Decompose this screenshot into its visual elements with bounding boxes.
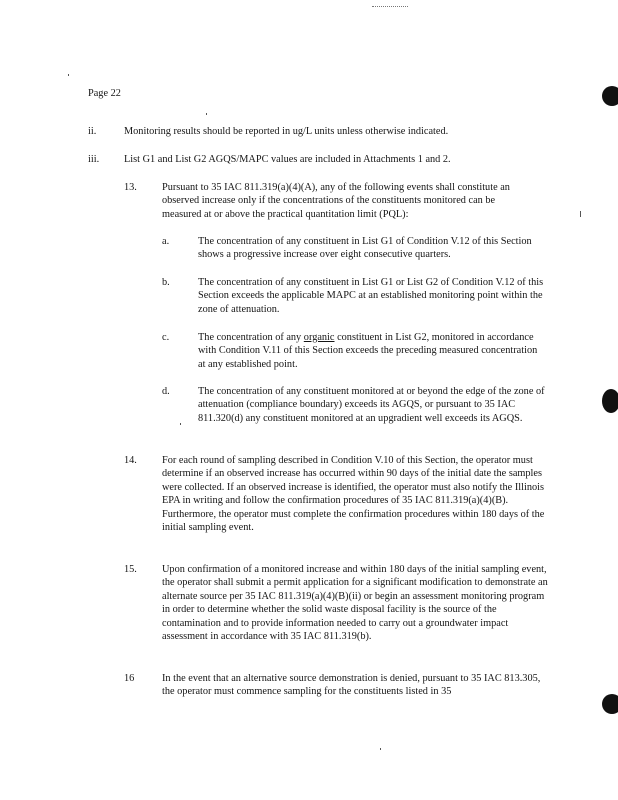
condition-13b-marker: b. <box>162 277 170 288</box>
scan-speck <box>68 74 69 76</box>
item-ii-marker: ii. <box>88 126 97 137</box>
condition-13-text: Pursuant to 35 IAC 811.319(a)(4)(A), any of the following events shall constitute an observed increase only if the concentrations of the constituents monitored can be measured at or above the practical quantitation limit (PQL): <box>162 182 510 220</box>
condition-13b-text: The concentration of any constituent in List G1 or List G2 of Condition V.12 of this Section exceeds the applicable MAPC at an established monitoring point within the zone of attenuation. <box>198 277 544 315</box>
item-iii-text: List G1 and List G2 AGQS/MAPC values are included in Attachments 1 and 2. <box>124 154 451 165</box>
condition-13a-marker: a. <box>162 236 170 247</box>
top-scan-mark <box>372 6 408 7</box>
condition-14-marker: 14. <box>124 455 137 466</box>
condition-13c-text-before: The concentration of any <box>198 332 304 343</box>
binder-hole-bottom <box>602 694 618 714</box>
condition-13d-marker: d. <box>162 386 170 397</box>
condition-15-marker: 15. <box>124 564 137 575</box>
scan-speck <box>206 113 207 115</box>
page-number: Page 22 <box>88 88 121 99</box>
scan-speck <box>580 211 581 217</box>
condition-13c-marker: c. <box>162 332 170 343</box>
scan-speck <box>180 423 181 425</box>
condition-13d-text: The concentration of any constituent monitored at or beyond the edge of the zone of attenuation (compliance boundary) exceeds its AGQS, or pursuant to 35 IAC 811.320(d) any constituent monitored at an upgradient well exceeds its AGQS. <box>198 386 545 424</box>
condition-14-text: For each round of sampling described in Condition V.10 of this Section, the operator must determine if an observed increase has occurred within 90 days of the initial date the samples were collected. If an observed increase is identified, the operator must also notify the Illinois EPA in writing and follow the confirmation procedures of 35 IAC 811.319(a)(4)(B). Furthermore, the operator must complete the confirmation procedures within 180 days of the initial sampling event. <box>162 455 545 534</box>
binder-hole-middle <box>602 389 618 413</box>
condition-13-marker: 13. <box>124 182 137 193</box>
item-iii-marker: iii. <box>88 154 100 165</box>
condition-16-text: In the event that an alternative source demonstration is denied, pursuant to 35 IAC 813.305, the operator must commence sampling for the constituents listed in 35 <box>162 673 541 698</box>
condition-16-marker: 16 <box>124 673 135 684</box>
condition-13a-text: The concentration of any constituent in List G1 of Condition V.12 of this Section shows a progressive increase over eight consecutive quarters. <box>198 236 532 261</box>
condition-13c-organic: organic <box>303 332 335 343</box>
scan-speck <box>380 748 381 750</box>
condition-15-text: Upon confirmation of a monitored increase and within 180 days of the initial sampling event, the operator shall submit a permit application for a significant modification to demonstrate an alternate source per 35 IAC 811.319(a)(4)(B)(ii) or begin an assessment monitoring program in order to determine whether the solid waste disposal facility is the source of the contamination and to provide information needed to carry out a groundwater impact assessment in accordance with 35 IAC 811.319(b). <box>162 564 548 643</box>
condition-13c-text-after: constituent in List G2, monitored in accordance with Condition V.11 of this Section exceeds the preceding measured concentration at any established point. <box>198 332 538 370</box>
binder-hole-top <box>602 86 618 106</box>
item-ii-text: Monitoring results should be reported in ug/L units unless otherwise indicated. <box>124 126 449 137</box>
condition-13c-text <box>198 331 544 371</box>
